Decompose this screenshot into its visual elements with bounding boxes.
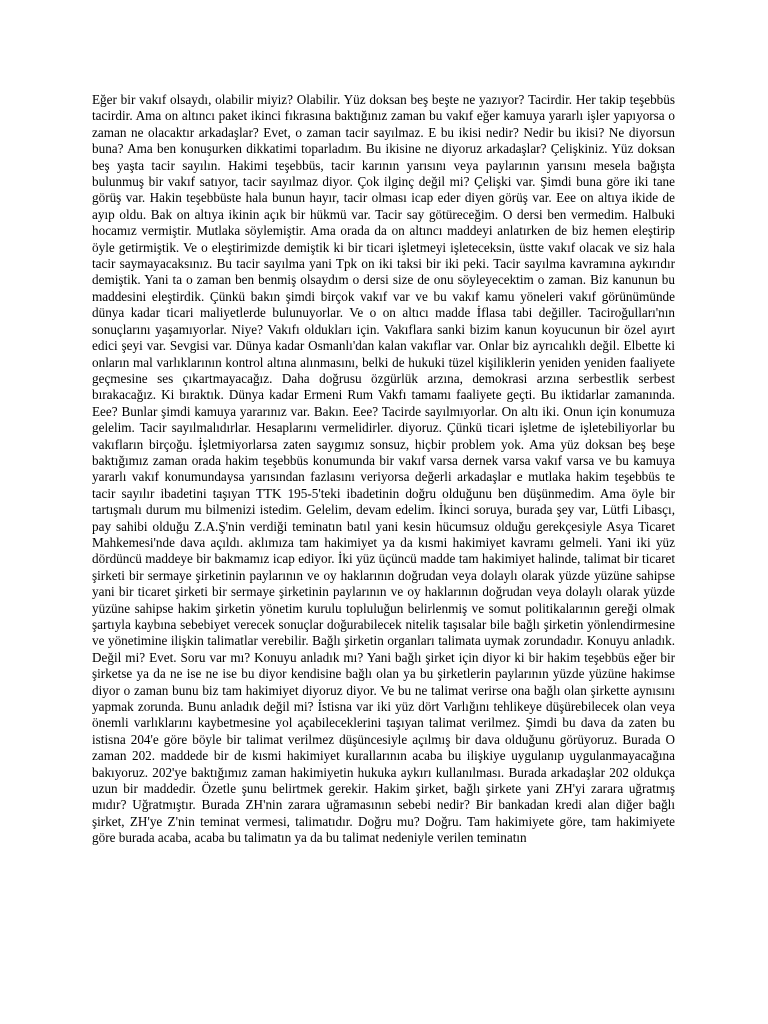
body-paragraph: Eğer bir vakıf olsaydı, olabilir miyiz? Olabilir. Yüz doksan beş beşte ne yazıyor? Tacirdir. Her takip teşebbüs tacirdir. Ama on altıncı paket ikinci fıkrasına baktığınız zaman bu vakıf eğer kamuya yararlı işler yapıyorsa o zaman ne olacaktır arkadaşlar? Evet, o zaman tacir sayılmaz. E bu ikisi nedir? Nedir bu ikisi? Ne diyorsun buna? Ama ben konuşurken dikkatimi toparladım. Bu ikisine ne diyoruz arkadaşlar? Çelişkiniz. Yüz doksan beş yaşta tacir sayılın. Hakimi teşebbüs, tacir karının yarısını veya paylarının yarısını mesela bağışta bulunmuş bir vakıf satıyor, tacir sayılmaz diyor. Çok ilginç değil mi? Çelişki var. Şimdi buna göre iki tane görüş var. Hakin teşebbüste hala bunun hayır, tacir olması icap eder diyen görüş var. Eee on altıya ikide de ayıp oldu. Bak on altıya ikinin açık bir hükmü var. Tacir say götüreceğim. O dersi ben vermedim. Halbuki hocamız vermiştir. Mutlaka söylemiştir. Ama orada da on altıncı maddeyi anlatırken de biz hemen eleştirip öyle getirmiştik. Ve o eleştirimizde demiştik ki bir ticari işletmeyi işleteceksin, üstte vakıf olacak ve siz hala tacir saymayacaksınız. Bu tacir sayılma yani Tpk on iki taksi bir iki peki. Tacir sayılma kavramına aykırıdır demiştik. Yani ta o zaman ben benmiş olsaydım o dersi size de onu söyleyecektim o zaman. Biz kanunun bu maddesini eleştirdik. Çünkü bakın şimdi birçok vakıf var ve bu vakıf kamu yöneleri vakıf görünümünde dünya kadar ticari maliyetlerde bulunuyorlar. Ve o on altıcı madde İflasa tabi değiller. Taciroğulları'nın sonuçlarını yaşamıyorlar. Niye? Vakıfı oldukları için. Vakıflara sanki bizim kanun koyucunun bir özel ayırt edici şeyi var. Sevgisi var. Dünya kadar Osmanlı'dan kalan vakıflar var. Onlar biz ayrıcalıklı değil. Elbette ki onların mal varlıklarının kontrol altına alınmasını, belki de hukuki tüzel kişiliklerin yeniden yeniden faaliyete geçmesine ses çıkartmayacağız. Daha doğrusu özgürlük arzına, demokrasi arzına serbestlik serbest bırakacağız. Ki bıraktık. Dünya kadar Ermeni Rum Vakfı tamamı faaliyete geçti. Bu iktidarlar zamanında. Eee? Bunlar şimdi kamuya yararınız var. Bakın. Eee? Tacirde sayılmıyorlar. On altı iki. Onun için konumuza gelelim. Tacir sayılmalıdırlar. Hesaplarını vermelidirler. diyoruz. Çünkü ticari işletme de işletebiliyorlar bu vakıfların birçoğu. İşletmiyorlarsa zaten saygımız sonsuz, hiçbir problem yok. Ama yüz doksan beş beşe baktığımız zaman orada hakim teşebbüs konumunda bir vakıf varsa dernek varsa vakıf varsa ve bu kamuya yararlı vakıf konumundaysa yarısından fazlasını veriyorsa değerli arkadaşlar e mutlaka hakim teşebbüs te tacir sayılır ibadetini taşıyan TTK 195-5'teki ibadetinin doğru olduğunu ben düşünmedim. Ama öyle bir tartışmalı durum mu bilmenizi istedim. Gelelim, devam edelim. İkinci soruya, burada şey var, Lütfi Libasçı, pay sahibi olduğu Z.A.Ş'nin verdiği teminatın batıl yani kesin hücumsuz olduğu gerekçesiyle Asya Ticaret Mahkemesi'nde dava açıldı. aklımıza tam hakimiyet ya da kısmi hakimiyet kavramı gelmeli. Yani iki yüz dördüncü maddeye bir bakmamız icap ediyor. İki yüz üçüncü madde tam hakimiyet halinde, talimat bir ticaret şirketi bir sermaye şirketinin paylarının ve oy haklarının doğrudan veya dolaylı olarak yüzde yüzüne sahipse yani bir ticaret şirketi bir sermaye şirketinin paylarının ve oy haklarının doğrudan veya dolaylı olarak yüzde yüzüne sahipse hakim şirketin yönetim kurulu topluluğun belirlenmiş ve somut politikalarının gereği olmak şartıyla kaybına sebebiyet verecek sonuçlar doğurabilecek nitelik taşısalar bile bağlı şirketin yönlendirmesine ve yönetimine ilişkin talimatlar verebilir. Bağlı şirketin organları talimata uymak zorundadır. Konuyu anladık. Değil mi? Evet. Soru var mı? Konuyu anladık mı? Yani bağlı şirket için diyor ki bir hakim teşebbüs eğer bir şirketse ya da ne ise ne ise bu diyor kendisine bağlı olan ya bu şirketlerin paylarının yüzde yüzüne hakimse diyor o zaman bunu biz tam hakimiyet diyoruz diyor. Ve bu ne talimat verirse ona bağlı olan şirkette aynısını yapmak zorunda. Bunu anladık değil mi? İstisna var iki yüz dört Varlığını tehlikeye düşürebilecek olan veya önemli varlıklarını kaybetmesine yol açabileceklerini taşıyan talimat verilmez. Şimdi bu dava da zaten bu istisna 204'e göre böyle bir talimat verilmez düşüncesiyle açılmış bir dava olduğunu görüyoruz. Burada O zaman 202. maddede bir de kısmi hakimiyet kurallarının acaba bu ilişkiye uygulanıp uygulanmayacağına bakıyoruz. 202'ye baktığımız zaman hakimiyetin hukuka aykırı kullanılması. Burada arkadaşlar 202 oldukça uzun bir maddedir. Özetle şunu belirtmek gerekir. Hakim şirket, bağlı şirkete yani ZH'yi zarara uğratmış mıdır? Uğratmıştır. Burada ZH'nin zarara uğramasının sebebi nedir? Bir bankadan kredi alan diğer bağlı şirket, ZH'ye Z'nin teminat vermesi, talimatıdır. Doğru mu? Doğru. Tam hakimiyete göre, tam hakimiyete göre burada acaba, acaba bu talimatın ya da bu talimat nedeniyle verilen teminatın: [92, 92, 675, 846]
